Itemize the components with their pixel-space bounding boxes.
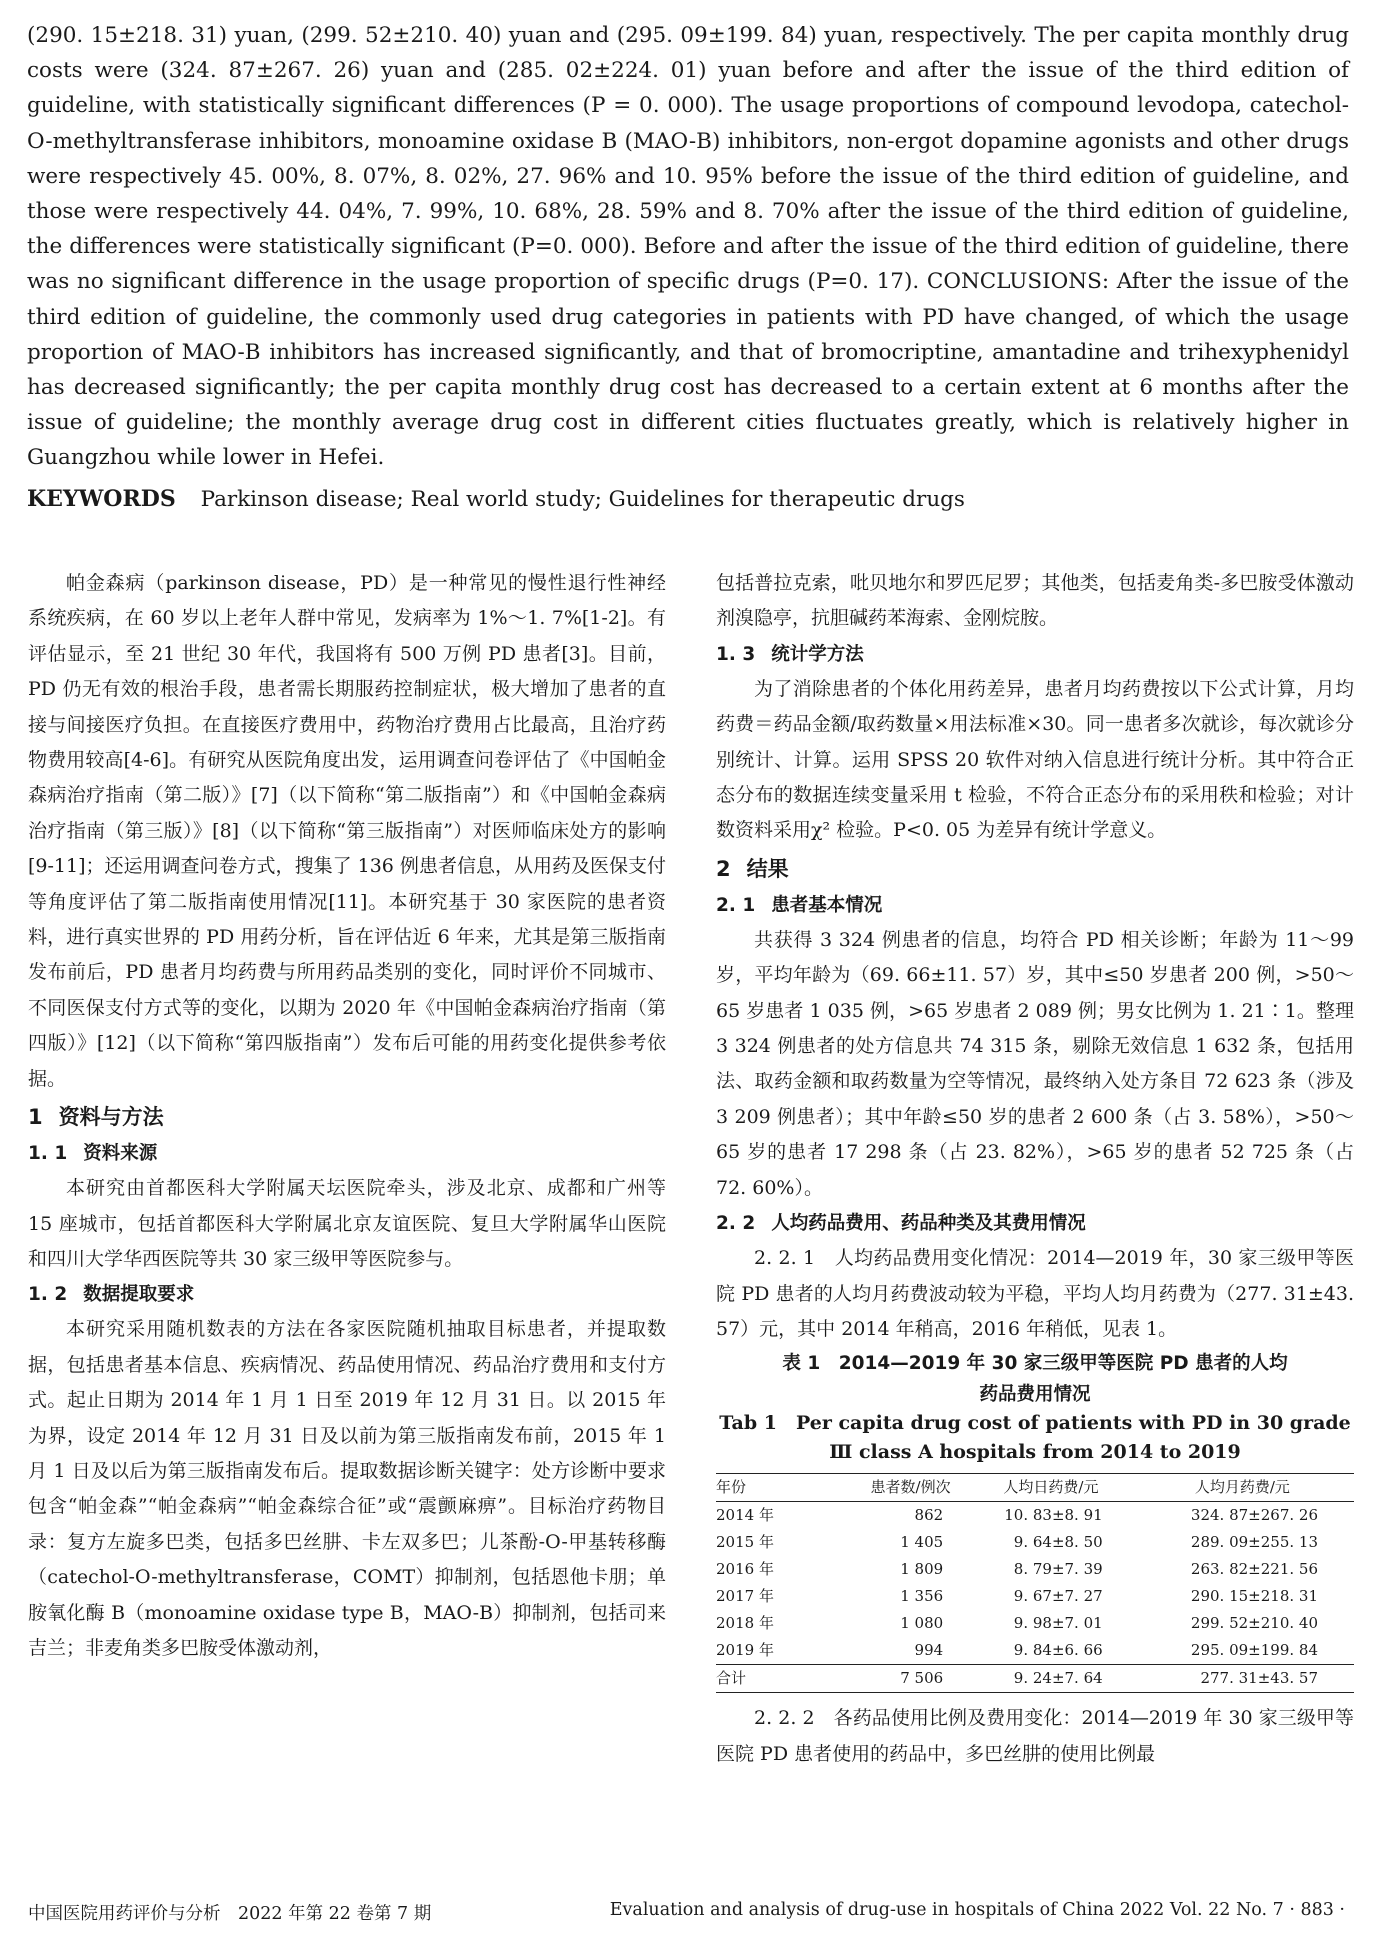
subsection-heading-2-2: 2. 2 人均药品费用、药品种类及其费用情况 bbox=[716, 1213, 1086, 1235]
table-row bbox=[716, 1529, 1354, 1556]
cell-patients: 1 080 bbox=[900, 1614, 944, 1633]
right-column bbox=[716, 566, 1354, 1772]
cell-year: 2017 年 bbox=[716, 1587, 774, 1606]
table-caption-cn-line2: 药品费用情况 bbox=[979, 1384, 1091, 1406]
table-header-row bbox=[716, 1474, 1354, 1502]
cell-year: 2015 年 bbox=[716, 1533, 774, 1552]
journal-footer-cn: 中国医院用药评价与分析 2022 年第 22 卷第 7 期 bbox=[28, 1904, 432, 1924]
table-row bbox=[716, 1637, 1354, 1665]
cell-monthly-cost: 324. 87±267. 26 bbox=[1190, 1506, 1318, 1525]
abstract-text: (290. 15±218. 31) yuan, (299. 52±210. 40) yuan and (295. 09±199. 84) yuan, respectively. The per capita monthly drug costs were (324. 87±267. 26) yuan and (285. 02±224. 01) yuan before and after the issue of the third edition of guideline, with statistically significant differences (P = 0. 000). The usage proportions of compound levodopa, catechol-O-methyltransferase inhibitors, monoamine oxidase B (MAO-B) inhibitors, non-ergot dopamine agonists and other drugs were respectively 45. 00%, 8. 07%, 8. 02%, 27. 96% and 10. 95% before the issue of the third edition of guideline, and those were respectively 44. 04%, 7. 99%, 10. 68%, 28. 59% and 8. 70% after the issue of the third edition of guideline, the differences were statistically significant (P=0. 000). Before and after the issue of the third edition of guideline, there was no significant difference in the usage proportion of specific drugs (P=0. 17). CONCLUSIONS: After the issue of the third edition of guideline, the commonly used drug categories in patients with PD have changed, of which the usage proportion of MAO-B inhibitors has increased significantly, and that of bromocriptine, amantadine and trihexyphenidyl has decreased significantly; the per capita monthly drug cost has decreased to a certain extent at 6 months after the issue of guideline; the monthly average drug cost in different cities fluctuates greatly, which is relatively higher in Guangzhou while lower in Hefei. bbox=[27, 23, 1349, 471]
cell-patients: 994 bbox=[914, 1641, 944, 1660]
cell-monthly-cost: 290. 15±218. 31 bbox=[1190, 1587, 1318, 1606]
keywords-line bbox=[27, 482, 1349, 517]
table-row bbox=[716, 1583, 1354, 1610]
cell-total-label: 合计 bbox=[716, 1665, 850, 1693]
cell-total-patients: 7 506 bbox=[850, 1665, 971, 1693]
cell-daily-cost: 9. 67±7. 27 bbox=[1013, 1587, 1103, 1606]
abstract-continuation bbox=[27, 18, 1349, 476]
cell-monthly-cost: 263. 82±221. 56 bbox=[1190, 1560, 1318, 1579]
intro-paragraph: 帕金森病（parkinson disease，PD）是一种常见的慢性退行性神经系统疾病，在 60 岁以上老年人群中常见，发病率为 1%～1. 7%[1-2]。有评估显示，至 21 世纪 30 年代，我国将有 500 万例 PD 患者[3]。目前，PD 仍无有效的根治手段，患者需长期服药控制症状，极大增加了患者的直接与间接医疗负担。在直接医疗费用中，药物治疗费用占比最高，且治疗药物费用较高[4-6]。有研究从医院角度出发，运用调查问卷评估了《中国帕金森病治疗指南（第二版）》[7]（以下简称“第二版指南”）和《中国帕金森病治疗指南（第三版）》[8]（以下简称“第三版指南”）对医师临床处方的影响[9-11]；还运用调查问卷方式，搜集了 136 例患者信息，从用药及医保支付等角度评估了第二版指南使用情况[11]。本研究基于 30 家医院的患者资料，进行真实世界的 PD 用药分析，旨在评估近 6 年来，尤其是第三版指南发布前后，PD 患者月均药费与所用药品类别的变化，同时评价不同城市、不同医保支付方式等的变化，以期为 2020 年《中国帕金森病治疗指南（第四版）》[12]（以下简称“第四版指南”）发布后可能的用药变化提供参考依据。 bbox=[28, 572, 666, 1090]
cell-total-daily-cost: 9. 24±7. 64 bbox=[971, 1665, 1131, 1693]
cell-year: 2016 年 bbox=[716, 1560, 774, 1579]
cell-monthly-cost: 289. 09±255. 13 bbox=[1190, 1533, 1318, 1552]
header-monthly-cost: 人均月药费/元 bbox=[1131, 1474, 1354, 1502]
section-heading-1: 1 资料与方法 bbox=[28, 1105, 164, 1130]
cell-patients: 862 bbox=[914, 1506, 944, 1525]
cell-monthly-cost: 299. 52±210. 40 bbox=[1190, 1614, 1318, 1633]
table-caption-en-line1: Tab 1 Per capita drug cost of patients with PD in 30 grade bbox=[719, 1412, 1351, 1435]
paragraph-1-1: 本研究由首都医科大学附属天坛医院牵头，涉及北京、成都和广州等 15 座城市，包括首都医科大学附属北京友谊医院、复旦大学附属华山医院和四川大学华西医院等共 30 家三级甲等医院参与。 bbox=[28, 1177, 666, 1270]
subsection-heading-1-2: 1. 2 数据提取要求 bbox=[28, 1284, 195, 1306]
paragraph-1-2: 本研究采用随机数表的方法在各家医院随机抽取目标患者，并提取数据，包括患者基本信息、疾病情况、药品使用情况、药品治疗费用和支付方式。起止日期为 2014 年 1 月 1 日至 2019 年 12 月 31 日。以 2015 年为界，设定 2014 年 12 月 31 日及以前为第三版指南发布前，2015 年 1 月 1 日及以后为第三版指南发布后。提取数据诊断关键字：处方诊断中要求包含“帕金森”“帕金森病”“帕金森综合征”或“震颤麻痹”。目标治疗药物目录：复方左旋多巴类，包括多巴丝肼、卡左双多巴；儿茶酚-O-甲基转移酶（catechol-O-methyltransferase，COMT）抑制剂，包括恩他卡朋；单胺氧化酶 B（monoamine oxidase type B，MAO-B）抑制剂，包括司来吉兰；非麦角类多巴胺受体激动剂， bbox=[28, 1318, 666, 1659]
table-caption-en-line2: Ⅲ class A hospitals from 2014 to 2019 bbox=[829, 1441, 1241, 1464]
cell-patients: 1 405 bbox=[900, 1533, 944, 1552]
paragraph-2-1: 共获得 3 324 例患者的信息，均符合 PD 相关诊断；年龄为 11～99 岁，平均年龄为（69. 66±11. 57）岁，其中≤50 岁患者 200 例，>50～65 岁患者 1 035 例，>65 岁患者 2 089 例；男女比例为 1. 21∶1。整理 3 324 例患者的处方信息共 74 315 条，剔除无效信息 1 632 条，包括用法、取药金额和取药数量为空等情况，最终纳入处方条目 72 623 条（涉及 3 209 例患者）；其中年龄≤50 岁的患者 2 600 条（占 3. 58%），>50～65 岁的患者 17 298 条（占 23. 82%），>65 岁的患者 52 725 条（占 72. 60%）。 bbox=[716, 928, 1354, 1199]
drug-cost-table bbox=[716, 1473, 1354, 1693]
paragraph-2-2-2: 2. 2. 2 各药品使用比例及费用变化：2014—2019 年 30 家三级甲等医院 PD 患者使用的药品中，多巴丝肼的使用比例最 bbox=[716, 1707, 1354, 1765]
section-heading-2: 2 结果 bbox=[716, 856, 789, 881]
cell-daily-cost: 9. 98±7. 01 bbox=[1013, 1614, 1103, 1633]
keywords-text: Parkinson disease; Real world study; Guidelines for therapeutic drugs bbox=[200, 487, 965, 512]
paragraph-1-3: 为了消除患者的个体化用药差异，患者月均药费按以下公式计算，月均药费＝药品金额/取药数量×用法标准×30。同一患者多次就诊，每次就诊分别统计、计算。运用 SPSS 20 软件对纳入信息进行统计分析。其中符合正态分布的数据连续变量采用 t 检验，不符合正态分布的采用秩和检验；对计数资料采用χ² 检验。P<0. 05 为差异有统计学意义。 bbox=[716, 677, 1354, 842]
keywords-label: KEYWORDS bbox=[27, 486, 176, 512]
cell-daily-cost: 9. 84±6. 66 bbox=[1013, 1641, 1103, 1660]
cell-daily-cost: 8. 79±7. 39 bbox=[1013, 1560, 1103, 1579]
cell-patients: 1 356 bbox=[900, 1587, 944, 1606]
cell-total-monthly-cost: 277. 31±43. 57 bbox=[1131, 1665, 1354, 1693]
paragraph-1-2-continued: 包括普拉克索，吡贝地尔和罗匹尼罗；其他类，包括麦角类-多巴胺受体激动剂溴隐亭，抗胆碱药苯海索、金刚烷胺。 bbox=[716, 572, 1354, 630]
left-column bbox=[28, 566, 666, 1666]
cell-patients: 1 809 bbox=[900, 1560, 944, 1579]
cell-monthly-cost: 295. 09±199. 84 bbox=[1190, 1641, 1318, 1660]
subsection-heading-2-1: 2. 1 患者基本情况 bbox=[716, 894, 883, 916]
header-patients: 患者数/例次 bbox=[850, 1474, 971, 1502]
table-total-row bbox=[716, 1665, 1354, 1693]
paragraph-2-2-1: 2. 2. 1 人均药品费用变化情况：2014—2019 年，30 家三级甲等医院 PD 患者的人均月药费波动较为平稳，平均人均月药费为（277. 31±43. 57）元，其中 2014 年稍高，2016 年稍低，见表 1。 bbox=[716, 1247, 1354, 1340]
table-row bbox=[716, 1556, 1354, 1583]
table-row bbox=[716, 1610, 1354, 1637]
cell-year: 2014 年 bbox=[716, 1506, 774, 1525]
cell-year: 2018 年 bbox=[716, 1614, 774, 1633]
journal-footer-en: Evaluation and analysis of drug-use in hospitals of China 2022 Vol. 22 No. 7 · 883 · bbox=[609, 1900, 1345, 1920]
cell-daily-cost: 9. 64±8. 50 bbox=[1013, 1533, 1103, 1552]
table-row bbox=[716, 1502, 1354, 1530]
cell-year: 2019 年 bbox=[716, 1641, 774, 1660]
header-year: 年份 bbox=[716, 1474, 850, 1502]
subsection-heading-1-1: 1. 1 资料来源 bbox=[28, 1143, 158, 1165]
subsection-heading-1-3: 1. 3 统计学方法 bbox=[716, 643, 864, 665]
header-daily-cost: 人均日药费/元 bbox=[971, 1474, 1131, 1502]
cell-daily-cost: 10. 83±8. 91 bbox=[1004, 1506, 1103, 1525]
table-caption-cn-line1: 表 1 2014—2019 年 30 家三级甲等医院 PD 患者的人均 bbox=[782, 1353, 1288, 1375]
